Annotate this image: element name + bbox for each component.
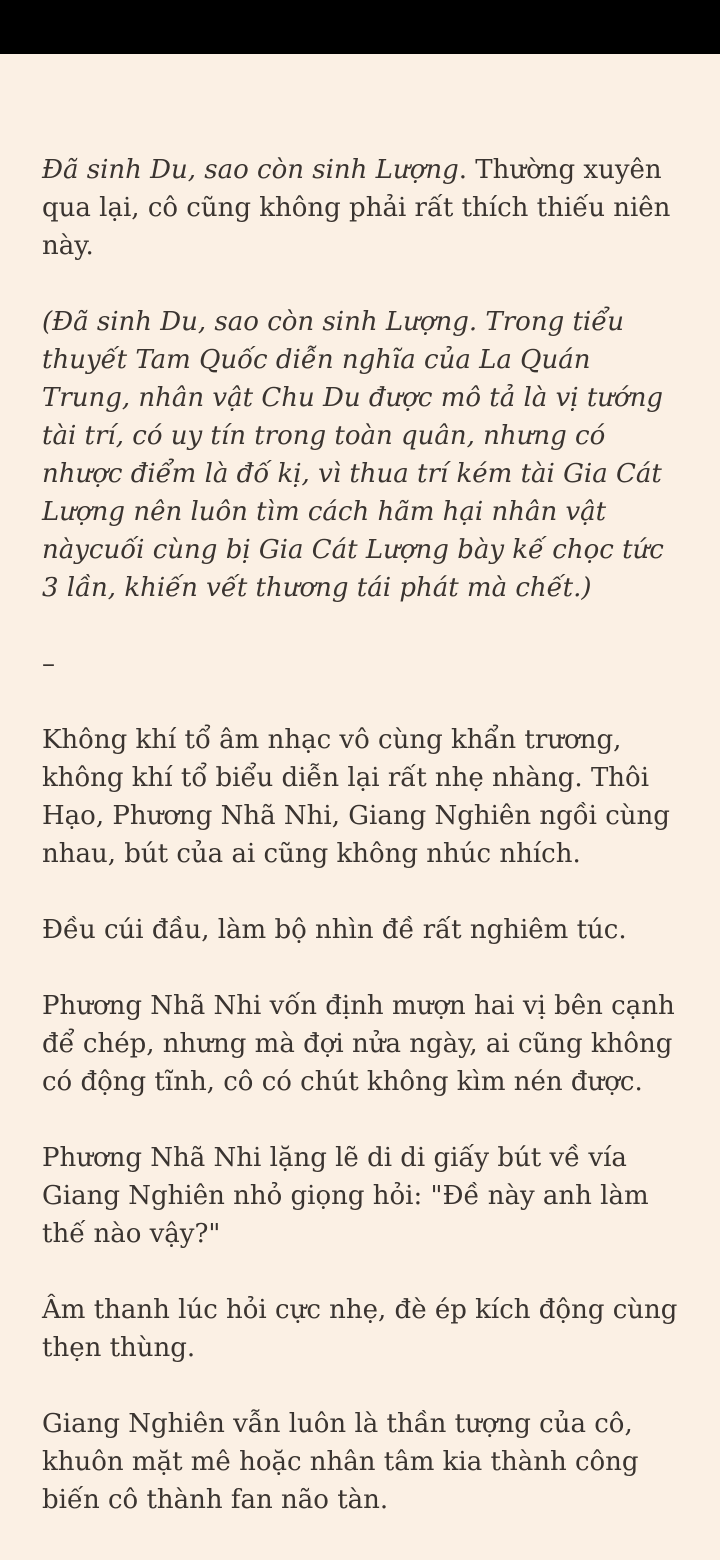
paragraph-1 — [42, 151, 682, 265]
footnote-text: (Đã sinh Du, sao còn sinh Lượng. Trong tiểu thuyết Tam Quốc diễn nghĩa của La Quán Trung, nhân vật Chu Du được mô tả là vị tướng tài trí, có uy tín trong toàn quân, nhưng có nhược điểm là đố kị, vì thua trí kém tài Gia Cát Lượng nên luôn tìm cách hãm hại nhân vật nàycuối cùng bị Gia Cát Lượng bày kế chọc tức 3 lần, khiến vết thương tái phát mà chết.) — [42, 307, 664, 603]
paragraph-7: Âm thanh lúc hỏi cực nhẹ, đè ép kích động cùng thẹn thùng. — [42, 1295, 678, 1363]
scene-separator: – — [42, 649, 55, 679]
italic-quote: Đã sinh Du, sao còn sinh Lượng — [42, 155, 459, 185]
paragraph-6: Phương Nhã Nhi lặng lẽ di di giấy bút về vía Giang Nghiên nhỏ giọng hỏi: "Đề này anh làm thế nào vậy?" — [42, 1143, 649, 1249]
paragraph-5: Phương Nhã Nhi vốn định mượn hai vị bên cạnh để chép, nhưng mà đợi nửa ngày, ai cũng không có động tĩnh, cô có chút không kìm nén được. — [42, 991, 675, 1097]
chapter-text[interactable] — [42, 151, 682, 1557]
paragraph-3: Không khí tổ âm nhạc vô cùng khẩn trương, không khí tổ biểu diễn lại rất nhẹ nhàng. Thôi Hạo, Phương Nhã Nhi, Giang Nghiên ngồi cùng nhau, bút của ai cũng không nhúc nhích. — [42, 725, 670, 869]
status-bar — [0, 0, 720, 54]
paragraph-8: Giang Nghiên vẫn luôn là thần tượng của cô, khuôn mặt mê hoặc nhân tâm kia thành công biến cô thành fan não tàn. — [42, 1409, 639, 1515]
paragraph-2-footnote — [42, 303, 682, 607]
paragraph-1-rest: . Thường xuyên qua lại, cô cũng không phải rất thích thiếu niên này. — [42, 155, 671, 261]
paragraph-4: Đều cúi đầu, làm bộ nhìn đề rất nghiêm túc. — [42, 915, 627, 945]
